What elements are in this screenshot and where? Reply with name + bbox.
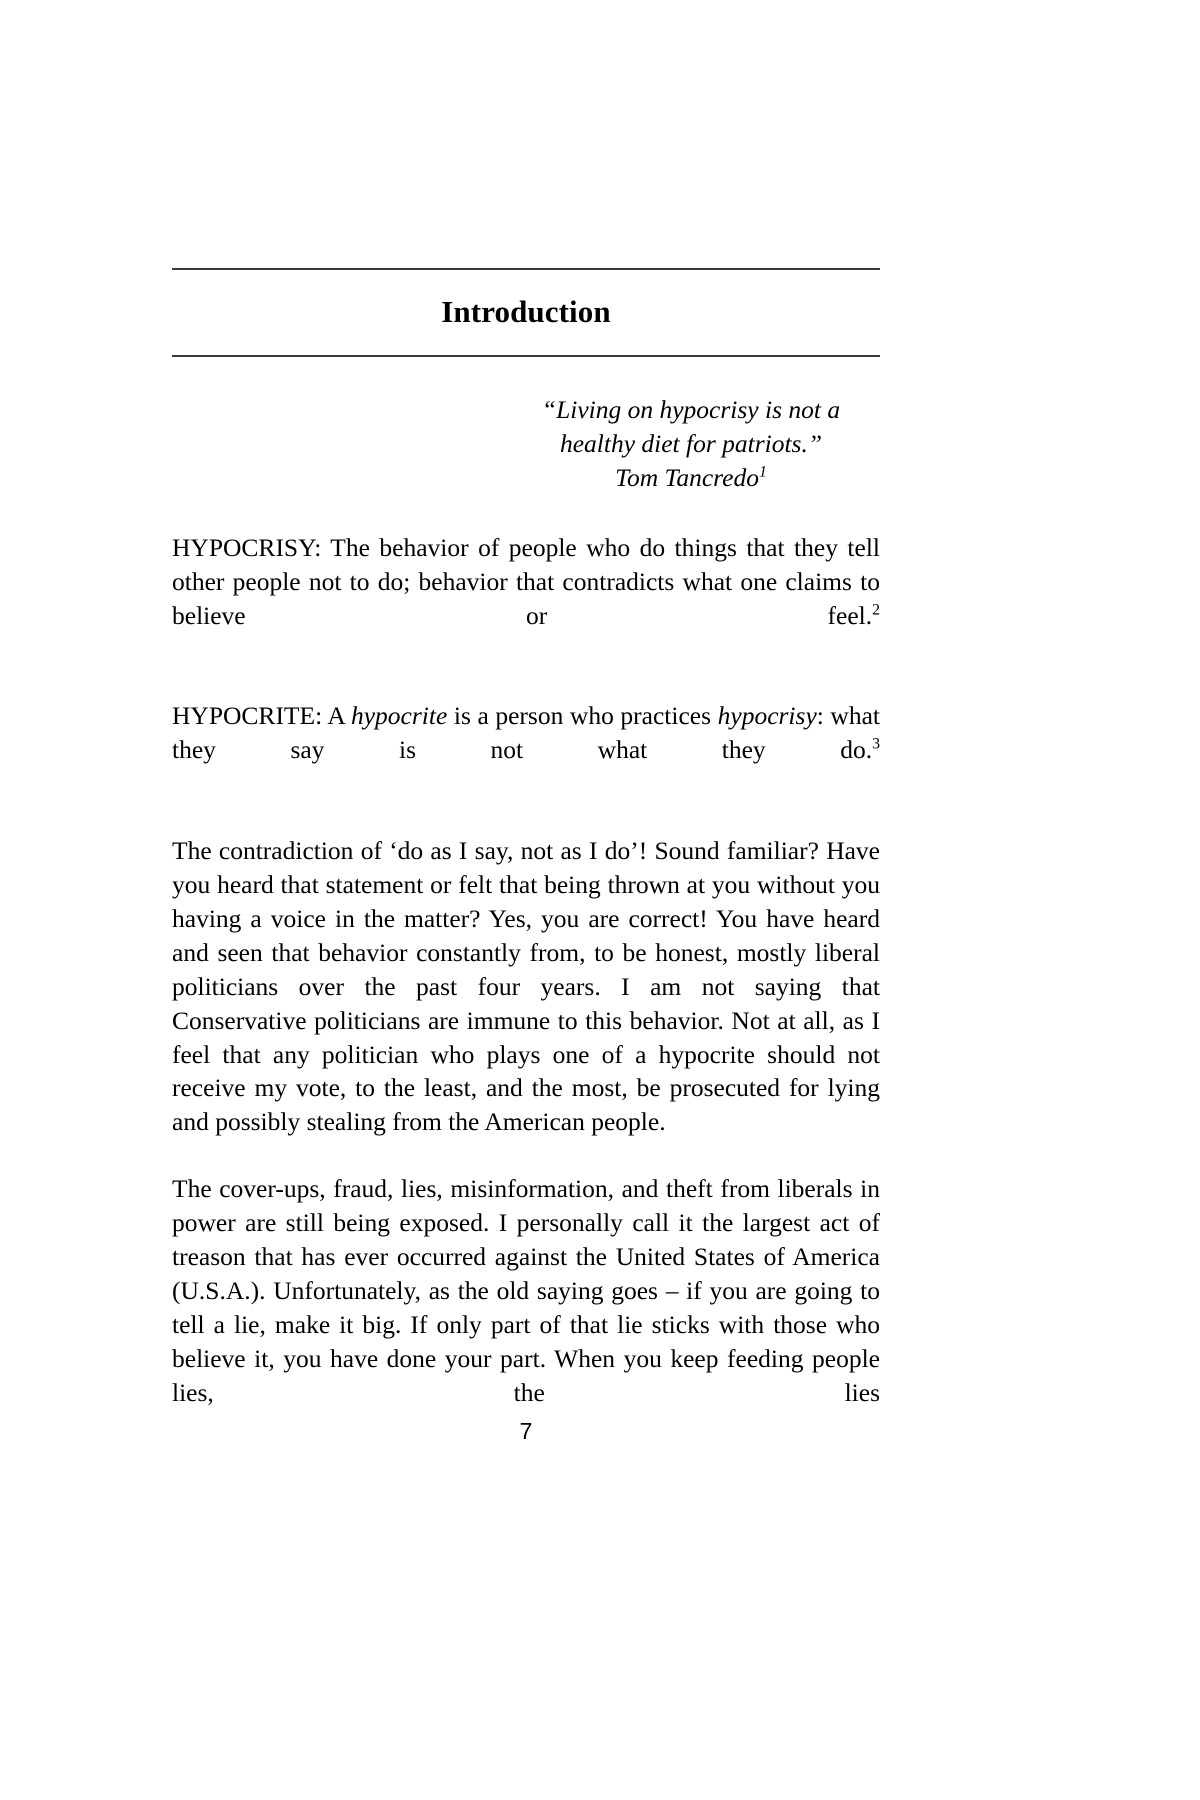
spacer [172, 1139, 880, 1172]
spacer [172, 801, 880, 834]
definition-text-part-c: : what they say is not what they do. [172, 701, 881, 765]
epigraph-attribution-name: Tom Tancredo [615, 462, 759, 492]
definition-term-hypocrisy: HYPOCRISY: [172, 532, 322, 562]
page-number: 7 [519, 1418, 533, 1444]
definition-term-hypocrite: HYPOCRITE: [172, 701, 323, 731]
footnote-marker-2: 2 [872, 601, 880, 619]
epigraph-line-1: “Living on hypocrisy is not a [541, 395, 841, 424]
epigraph-block [172, 393, 880, 495]
definition-text-hypocrisy: The behavior of people who do things that they tell other people not to do; behavior that contradicts what one claims to believe or feel. [172, 532, 880, 630]
spacer [172, 666, 880, 699]
definition-italic-hypocrisy: hypocrisy [717, 701, 817, 731]
spacer [172, 495, 880, 531]
body-paragraph-1: The contradiction of ‘do as I say, not as I do’! Sound familiar? Have you heard that statement or felt that being thrown at you without you having a voice in the matter? Yes, you are correct! You have heard and seen that behavior constantly from, to be honest, mostly liberal politicians over the past four years. I am not saying that Conservative politicians are immune to this behavior. Not at all, as I feel that any politician who plays one of a hypocrite should not receive my vote, to the least, and the most, be prosecuted for lying and possibly stealing from the American people. [172, 836, 880, 1137]
page-title: Introduction [441, 294, 611, 329]
body-paragraph-2: The cover-ups, fraud, lies, misinformation, and theft from liberals in power are still being exposed. I personally call it the largest act of treason that has ever occurred against the United States of America (U.S.A.). Unfortunately, as the old saying goes – if you are going to tell a lie, make it big. If only part of that lie sticks with those who believe it, you have done your part. When you keep feeding people lies, the lies [172, 1174, 880, 1407]
definition-italic-hypocrite: hypocrite [350, 701, 448, 731]
definition-text-part-b: is a person who practices [447, 701, 718, 731]
epigraph-attribution [502, 461, 880, 495]
chapter-rule-bottom [172, 355, 880, 357]
epigraph-line-2: healthy diet for patriots.” [559, 428, 823, 458]
definition-hypocrisy [172, 531, 880, 667]
definition-hypocrite [172, 699, 880, 801]
definition-text-part-a: A [322, 701, 351, 731]
footnote-marker-3: 3 [872, 735, 880, 753]
page-content-column [172, 0, 880, 1800]
footnote-marker-1: 1 [758, 463, 767, 481]
